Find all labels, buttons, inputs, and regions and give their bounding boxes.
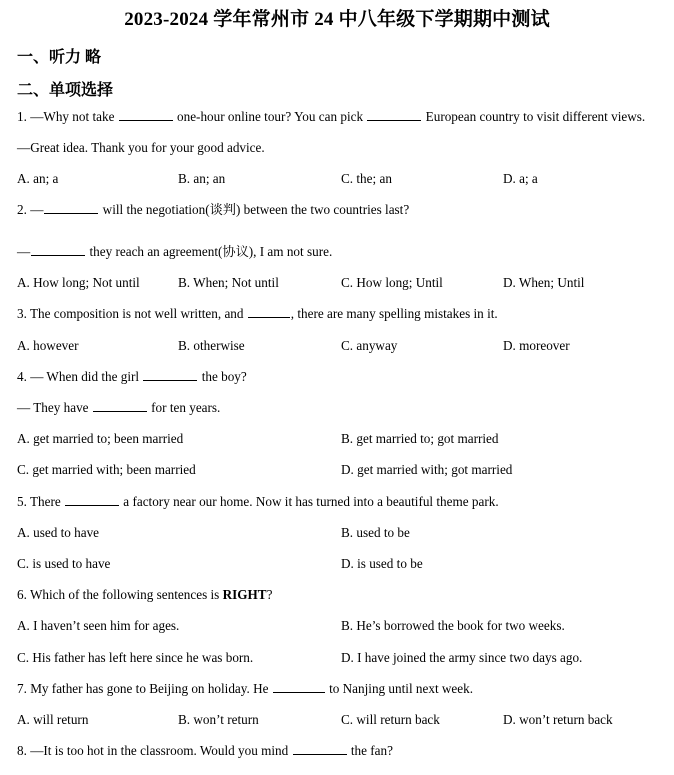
- question-7-option-d[interactable]: D. won’t return back: [503, 712, 613, 727]
- question-2-option-c[interactable]: C. How long; Until: [341, 275, 443, 290]
- question-4-option-c[interactable]: C. get married with; been married: [17, 462, 196, 477]
- page-title: 2023-2024 学年常州市 24 中八年级下学期期中测试: [124, 9, 550, 30]
- question-4-text-b: the boy?: [198, 369, 247, 384]
- question-6: [17, 586, 272, 604]
- question-2-option-d[interactable]: D. When; Until: [503, 275, 585, 290]
- question-2-reply-text-b: they reach an agreement(协议), I am not sure.: [86, 244, 333, 259]
- question-5-option-b[interactable]: B. used to be: [341, 525, 410, 540]
- question-6-option-a[interactable]: A. I haven’t seen him for ages.: [17, 618, 180, 633]
- question-7-text-b: to Nanjing until next week.: [325, 681, 474, 696]
- answer-blank[interactable]: [44, 201, 98, 214]
- question-6-option-b[interactable]: B. He’s borrowed the book for two weeks.: [341, 618, 565, 633]
- question-1-option-b[interactable]: B. an; an: [178, 171, 226, 186]
- question-4-option-d[interactable]: D. get married with; got married: [341, 462, 513, 477]
- question-6-text-a: 6. Which of the following sentences is: [17, 587, 223, 602]
- question-2-text-a: 2. —: [17, 202, 44, 217]
- question-5-option-d[interactable]: D. is used to be: [341, 556, 423, 571]
- question-5: [17, 493, 499, 511]
- answer-blank[interactable]: [31, 243, 85, 256]
- question-1-option-c[interactable]: C. the; an: [341, 171, 392, 186]
- question-2-text-b: will the negotiation(谈判) between the two countries last?: [99, 202, 410, 217]
- question-3-option-c[interactable]: C. anyway: [341, 338, 398, 353]
- question-4-reply-text-a: — They have: [17, 400, 92, 415]
- question-1: [17, 108, 645, 126]
- answer-blank[interactable]: [293, 742, 347, 755]
- question-5-text-a: 5. There: [17, 494, 64, 509]
- question-7: [17, 680, 473, 698]
- question-2-option-b[interactable]: B. When; Not until: [178, 275, 279, 290]
- question-1-reply: —Great idea. Thank you for your good advice.: [17, 140, 265, 155]
- question-2-reply: [17, 243, 332, 261]
- question-4-reply-text-b: for ten years.: [147, 400, 221, 415]
- question-1-option-a[interactable]: A. an; a: [17, 171, 59, 186]
- question-4-option-a[interactable]: A. get married to; been married: [17, 431, 184, 446]
- question-7-text-a: 7. My father has gone to Beijing on holiday. He: [17, 681, 272, 696]
- answer-blank[interactable]: [119, 108, 173, 121]
- question-6-option-d[interactable]: D. I have joined the army since two days ago.: [341, 650, 583, 665]
- question-3-option-a[interactable]: A. however: [17, 338, 79, 353]
- answer-blank[interactable]: [65, 493, 119, 506]
- question-2: [17, 201, 409, 219]
- section-single-choice: 二、单项选择: [17, 82, 114, 99]
- question-5-option-a[interactable]: A. used to have: [17, 525, 100, 540]
- question-4: [17, 368, 247, 386]
- question-1-option-d[interactable]: D. a; a: [503, 171, 538, 186]
- question-5-option-c[interactable]: C. is used to have: [17, 556, 111, 571]
- question-7-option-a[interactable]: A. will return: [17, 712, 89, 727]
- answer-blank[interactable]: [143, 368, 197, 381]
- question-3-option-d[interactable]: D. moreover: [503, 338, 570, 353]
- question-6-option-c[interactable]: C. His father has left here since he was born.: [17, 650, 254, 665]
- question-6-text-b: ?: [266, 587, 273, 602]
- question-1-text-b: one-hour online tour? You can pick: [173, 109, 367, 124]
- question-7-option-c[interactable]: C. will return back: [341, 712, 440, 727]
- question-3: [17, 305, 498, 323]
- answer-blank[interactable]: [273, 680, 325, 693]
- question-4-text-a: 4. — When did the girl: [17, 369, 143, 384]
- question-3-option-b[interactable]: B. otherwise: [178, 338, 245, 353]
- question-2-reply-text-a: —: [17, 244, 31, 259]
- section-listening: 一、听力 略: [17, 49, 102, 66]
- question-4-reply: [17, 399, 220, 417]
- question-8-text-a: 8. —It is too hot in the classroom. Would you mind: [17, 743, 292, 758]
- question-8-text-b: the fan?: [347, 743, 393, 758]
- question-1-text-a: 1. —Why not take: [17, 109, 118, 124]
- question-2-option-a[interactable]: A. How long; Not until: [17, 275, 140, 290]
- question-5-text-b: a factory near our home. Now it has turned into a beautiful theme park.: [120, 494, 499, 509]
- answer-blank[interactable]: [248, 305, 290, 318]
- question-4-option-b[interactable]: B. get married to; got married: [341, 431, 499, 446]
- answer-blank[interactable]: [93, 399, 147, 412]
- question-6-emphasis: RIGHT: [222, 587, 267, 602]
- question-1-text-c: European country to visit different views.: [422, 109, 646, 124]
- question-3-text-a: 3. The composition is not well written, and: [17, 306, 247, 321]
- answer-blank[interactable]: [367, 108, 421, 121]
- question-8: [17, 742, 393, 760]
- question-3-text-b: , there are many spelling mistakes in it.: [290, 306, 498, 321]
- question-7-option-b[interactable]: B. won’t return: [178, 712, 259, 727]
